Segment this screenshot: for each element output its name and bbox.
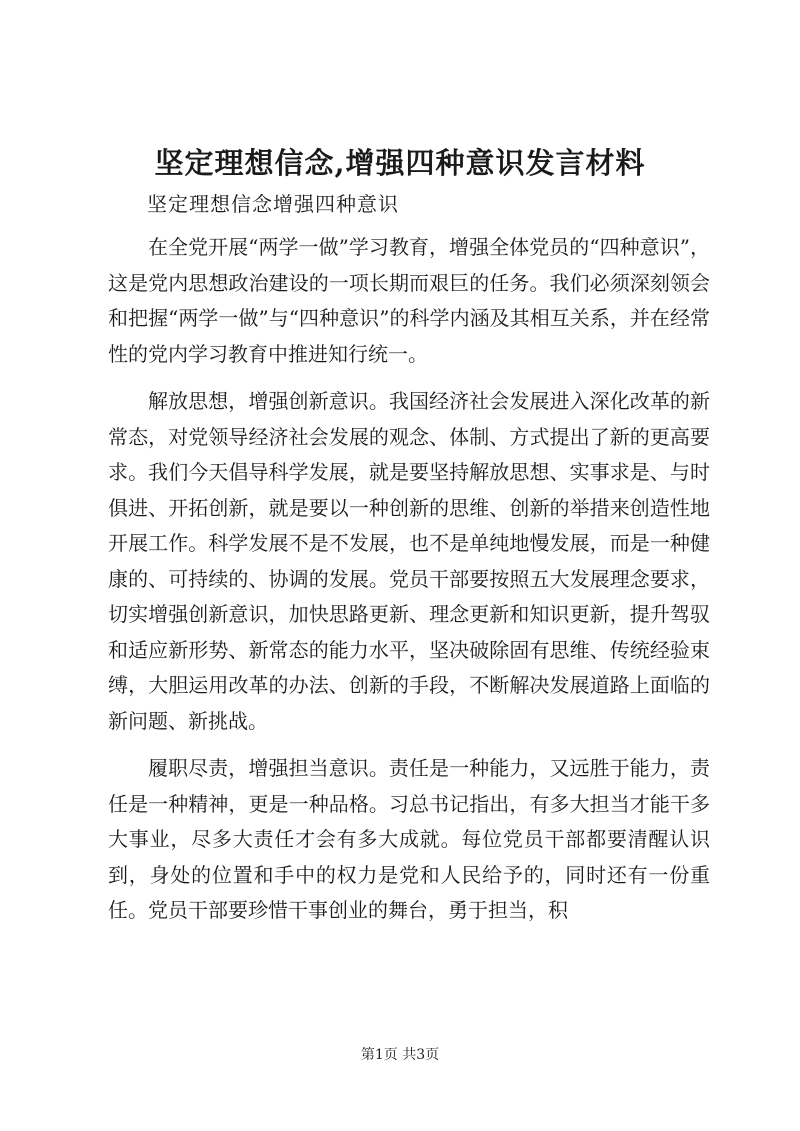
- page-footer: 第1页 共3页: [360, 1047, 440, 1063]
- paragraph: 解放思想，增强创新意识。我国经济社会发展进入深化改革的新常态，对党领导经济社会发展的观念、体制、方式提出了新的更高要求。我们今天倡导科学发展，就是要坚持解放思想、实事求是、与时俱进、开拓创新，就是要以一种创新的思维、创新的举措来创造性地开展工作。科学发展不是不发展，也不是单纯地慢发展，而是一种健康的、可持续的、协调的发展。党员干部要按照五大发展理念要求，切实增强创新意识，加快思路更新、理念更新和知识更新，提升驾驭和适应新形势、新常态的能力水平，坚决破除固有思维、传统经验束缚，大胆运用改革的办法、创新的手段，不断解决发展道路上面临的新问题、新挑战。: [108, 389, 710, 733]
- document-subtitle: 坚定理想信念增强四种意识: [147, 192, 399, 216]
- paragraph: 在全党开展“两学一做”学习教育，增强全体党员的“四种意识”，这是党内思想政治建设的一项长期而艰巨的任务。我们必须深刻领会和把握“两学一做”与“四种意识”的科学内涵及其相互关系，并在经常性的党内学习教育中推进知行统一。: [108, 235, 710, 366]
- document-body: [108, 230, 710, 941]
- document-title: 坚定理想信念,增强四种意识发言材料: [154, 146, 646, 180]
- paragraph: 履职尽责，增强担当意识。责任是一种能力，又远胜于能力，责任是一种精神，更是一种品格。习总书记指出，有多大担当才能干多大事业，尽多大责任才会有多大成就。每位党员干部都要清醒认识到，身处的位置和手中的权力是党和人民给予的，同时还有一份重任。党员干部要珍惜干事创业的舞台，勇于担当，积: [108, 756, 710, 922]
